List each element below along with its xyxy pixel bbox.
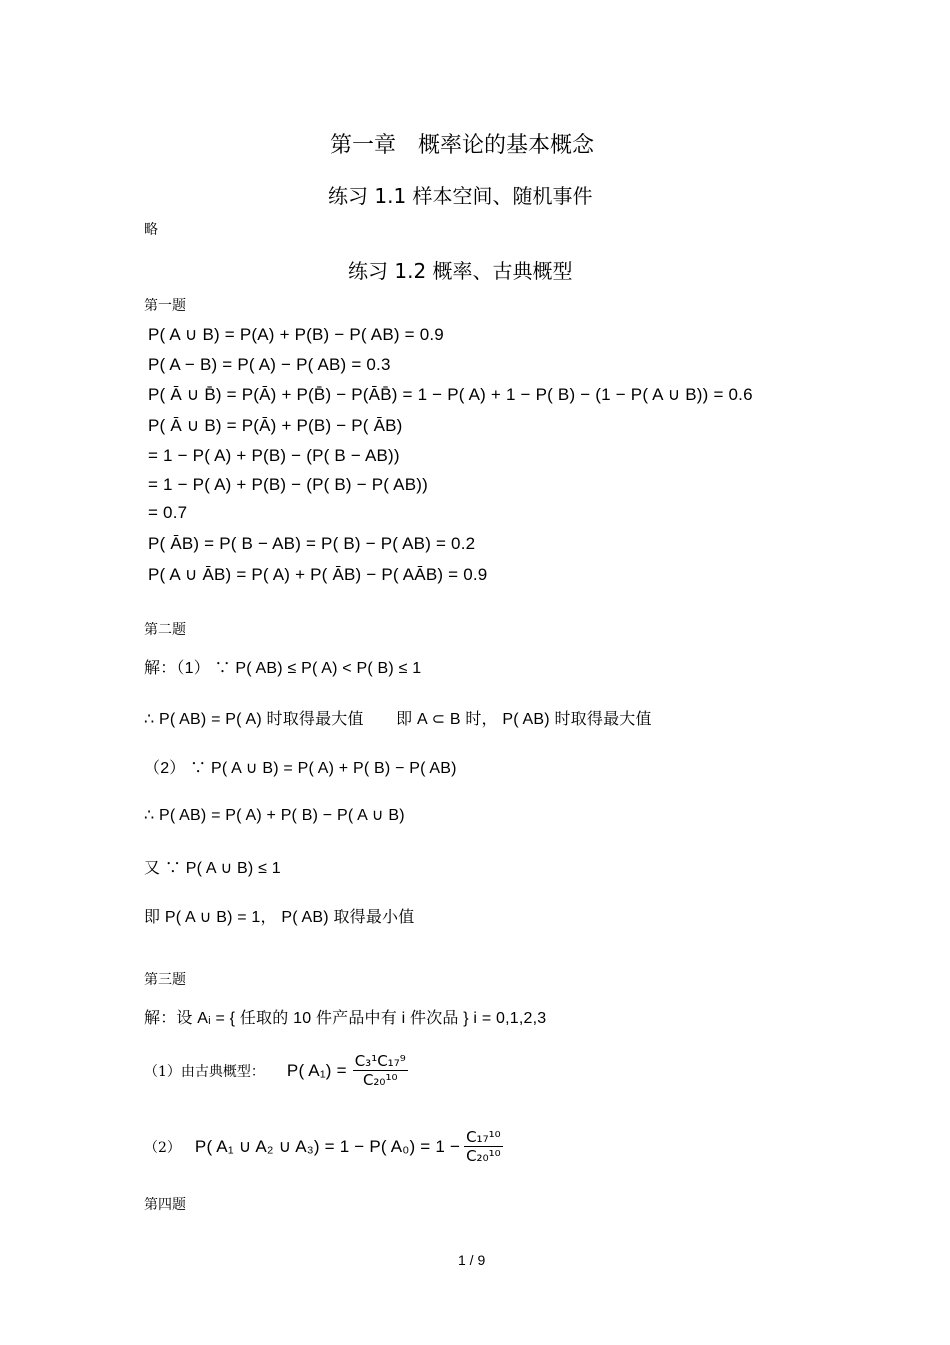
q3-part-2-denominator: C₂₀¹⁰ bbox=[466, 1147, 501, 1165]
q2-line-1: 解：（1） ∵ P( AB) ≤ P( A) < P( B) ≤ 1 bbox=[144, 660, 422, 677]
q3-part-2-label: （2） bbox=[144, 1139, 181, 1156]
chapter-title: 第一章 概率论的基本概念 bbox=[330, 133, 595, 158]
q1-line-3: P( Ā ∪ B̄) = P(Ā) + P(B̄) − P(ĀB̄) = 1 − P( A) + 1 − P( B) − (1 − P( A ∪ B)) = 0.6 bbox=[148, 385, 753, 404]
q2-line-6: 即 P( A ∪ B) = 1， P( AB) 取得最小值 bbox=[144, 909, 415, 926]
section-title-1-1: 练习 1.1 样本空间、随机事件 bbox=[328, 184, 593, 208]
q1-line-7: = 0.7 bbox=[148, 503, 188, 522]
q1-label: 第一题 bbox=[144, 298, 186, 314]
q3-part-1-fraction bbox=[353, 1052, 408, 1089]
section-body-1-1: 略 bbox=[144, 222, 158, 238]
q2-line-4: ∴ P( AB) = P( A) + P( B) − P( A ∪ B) bbox=[144, 807, 405, 824]
q3-part-1-label: （1）由古典概型： bbox=[144, 1063, 265, 1080]
q3-part-2 bbox=[144, 1128, 503, 1165]
section-title-1-2: 练习 1.2 概率、古典概型 bbox=[348, 259, 573, 283]
q3-intro: 解：设 Aᵢ = { 任取的 10 件产品中有 i 件次品 } i = 0,1,2,3 bbox=[144, 1010, 547, 1027]
q3-label: 第三题 bbox=[144, 972, 186, 988]
q2-line-2: ∴ P( AB) = P( A) 时取得最大值 即 A ⊂ B 时， P( AB) 时取得最大值 bbox=[144, 711, 652, 728]
q4-label: 第四题 bbox=[144, 1197, 186, 1213]
q3-part-1-lhs: P( A₁) = bbox=[286, 1060, 347, 1080]
q3-part-2-numerator: C₁₇¹⁰ bbox=[466, 1128, 501, 1146]
q3-part-2-lhs: P( A₁ ∪ A₂ ∪ A₃) = 1 − P( A₀) = 1 − bbox=[194, 1136, 461, 1156]
q1-line-4: P( Ā ∪ B) = P(Ā) + P(B) − P( ĀB) bbox=[148, 416, 403, 435]
q1-line-5: = 1 − P( A) + P(B) − (P( B − AB)) bbox=[148, 446, 400, 465]
q2-label: 第二题 bbox=[144, 622, 186, 638]
q1-line-2: P( A − B) = P( A) − P( AB) = 0.3 bbox=[148, 355, 391, 374]
q2-line-5: 又 ∵ P( A ∪ B) ≤ 1 bbox=[144, 860, 281, 877]
q3-part-1 bbox=[144, 1052, 408, 1089]
q3-part-1-numerator: C₃¹C₁₇⁹ bbox=[354, 1052, 406, 1070]
q3-part-1-denominator: C₂₀¹⁰ bbox=[362, 1071, 398, 1089]
q1-line-6: = 1 − P( A) + P(B) − (P( B) − P( AB)) bbox=[148, 475, 428, 494]
q1-line-8: P( ĀB) = P( B − AB) = P( B) − P( AB) = 0.2 bbox=[148, 534, 476, 553]
page-number: 1 / 9 bbox=[458, 1252, 486, 1268]
q2-line-3: （2） ∵ P( A ∪ B) = P( A) + P( B) − P( AB) bbox=[144, 760, 457, 777]
q1-line-1: P( A ∪ B) = P(A) + P(B) − P( AB) = 0.9 bbox=[148, 325, 444, 344]
q1-line-9: P( A ∪ ĀB) = P( A) + P( ĀB) − P( AĀB) = 0.9 bbox=[148, 565, 488, 584]
q3-part-2-fraction bbox=[464, 1128, 503, 1165]
